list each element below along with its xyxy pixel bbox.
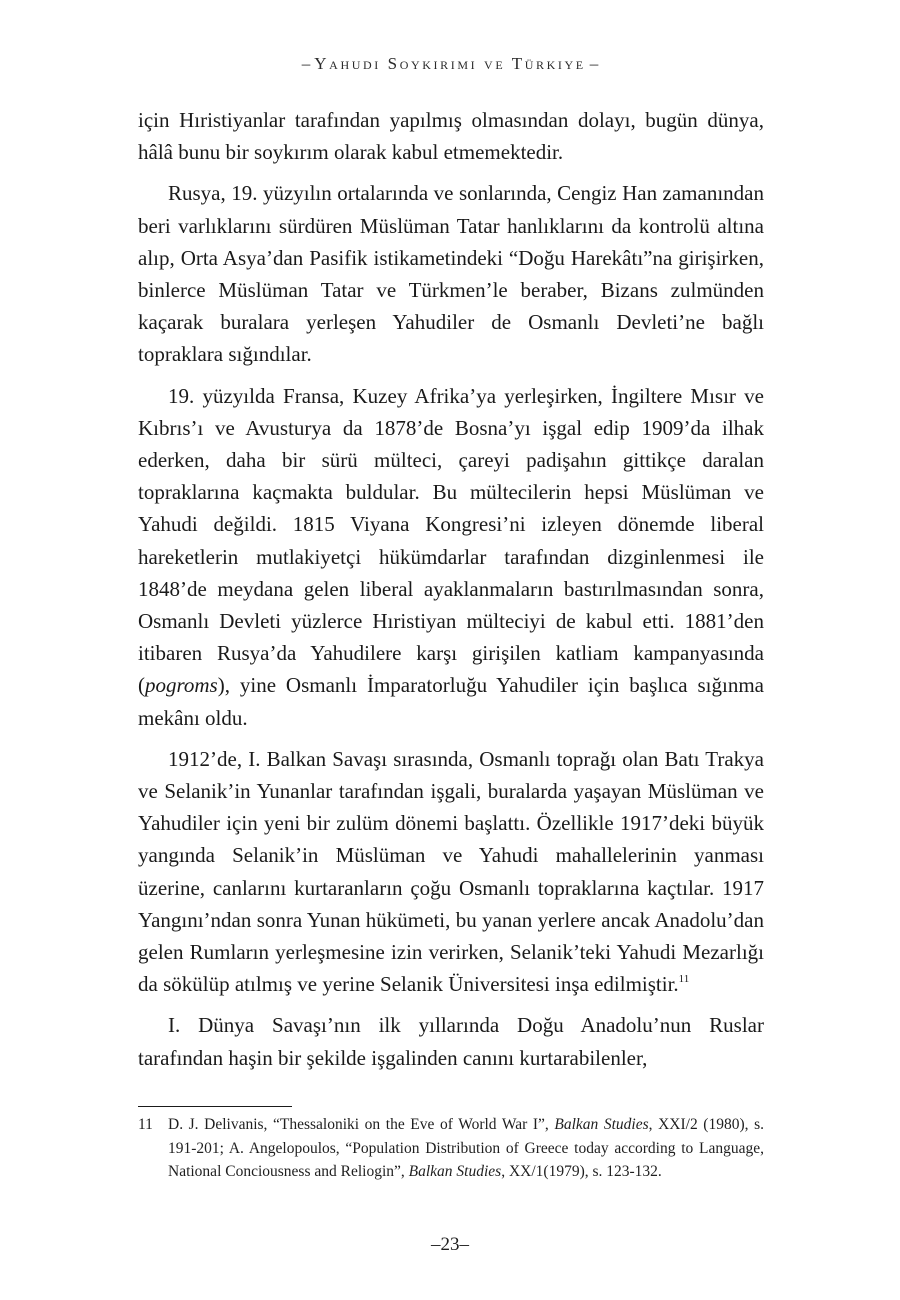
footnote [138, 1113, 764, 1184]
header-dash-left: – [301, 54, 311, 73]
footnote-divider [138, 1106, 292, 1107]
header-dash-right: – [589, 54, 599, 73]
journal-title: Balkan Studies [554, 1116, 649, 1133]
page-number-dash-left: – [431, 1234, 441, 1255]
journal-title: Balkan Studies [408, 1163, 502, 1180]
footnote-number: 11 [138, 1116, 153, 1133]
paragraph-text: 19. yüzyılda Fransa, Kuzey Afrika’ya yerleşirken, İngiltere Mısır ve Kıbrıs’ı ve Avusturya da 1878’de Bosna’yı işgal edip 1909’da ilhak ederken, daha bir sürü mülteci, çareyi padişahın gittikçe daralan topraklarına kaçmakta buldular. Bu mültecilerin hepsi Müslüman ve Yahudi değildi. 1815 Viyana Kongresi’ni izleyen dönemde liberal hareketlerin mutlakiyetçi hükümdarlar tarafından dizginlenmesi ile 1848’de meydana gelen liberal ayaklanmaların bastırılmasından sonra, Osmanlı Devleti yüzlerce Hıristiyan mülteciyi de kabul etti. 1881’den itibaren Rusya’da Yahudilere karşı girişilen katliam kampanyasında ( [138, 383, 764, 698]
footnote-text [168, 1113, 764, 1184]
running-title: Yahudi Soykırımı ve Türkiye [314, 54, 586, 73]
footnote-part: , XXI/2 (1980), s. 191-201; A. Angelopoulos, “Population Distribution of Greece today according to Language, National Conciousness and Reliogin”, [168, 1116, 764, 1180]
footnote-part: D. J. Delivanis, “Thessaloniki on the Eve of World War I”, [168, 1116, 555, 1133]
running-header [0, 54, 900, 74]
paragraph: Rusya, 19. yüzyılın ortalarında ve sonlarında, Cengiz Han zamanından beri varlıklarını sürdüren Müslüman Tatar hanlıklarını da kontrolü altına alıp, Orta Asya’dan Pasifik istikametindeki “Doğu Harekâtı”na girişirken, binlerce Müslüman Tatar ve Türkmen’le beraber, Bizans zulmünden kaçarak buralara yerleşen Yahudiler de Osmanlı Devleti’ne bağlı topraklara sığındılar. [138, 181, 764, 367]
footnote-reference[interactable]: 11 [678, 973, 690, 986]
italic-term: pogroms [145, 673, 218, 698]
page-number [0, 1234, 900, 1256]
page-number-value: 23 [440, 1234, 460, 1255]
main-text [138, 104, 764, 1083]
paragraph [138, 743, 764, 1001]
page-number-dash-right: – [459, 1234, 469, 1255]
paragraph-text: 1912’de, I. Balkan Savaşı sırasında, Osmanlı toprağı olan Batı Trakya ve Selanik’in Yunanlar tarafından işgali, buralarda yaşayan Müslüman ve Yahudiler için yeni bir zulüm dönemi başlattı. Özellikle 1917’deki büyük yangında Selanik’in Müslüman ve Yahudi mahallelerinin yanması üzerine, canlarını kurtaranların çoğu Osmanlı topraklarına kaçtılar. 1917 Yangını’ndan sonra Yunan hükümeti, bu yanan yerlere ancak Anadolu’dan gelen Rumların yerleşmesine izin verirken, Selanik’teki Yahudi Mezarlığı da sökülüp atılmış ve yerine Selanik Üniversitesi inşa edilmiştir. [138, 746, 764, 997]
paragraph-text: ), yine Osmanlı İmparatorluğu Yahudiler için başlıca sığınma mekânı oldu. [138, 673, 764, 730]
paragraph [138, 380, 764, 734]
footnote-part: , XX/1(1979), s. 123-132. [501, 1163, 662, 1180]
paragraph-continued: için Hıristiyanlar tarafından yapılmış olmasından dolayı, bugün dünya, hâlâ bunu bir soykırım olarak kabul etmemektedir. [138, 108, 764, 165]
paragraph: I. Dünya Savaşı’nın ilk yıllarında Doğu Anadolu’nun Ruslar tarafından haşin bir şekilde işgalinden canını kurtarabilenler, [138, 1013, 764, 1070]
